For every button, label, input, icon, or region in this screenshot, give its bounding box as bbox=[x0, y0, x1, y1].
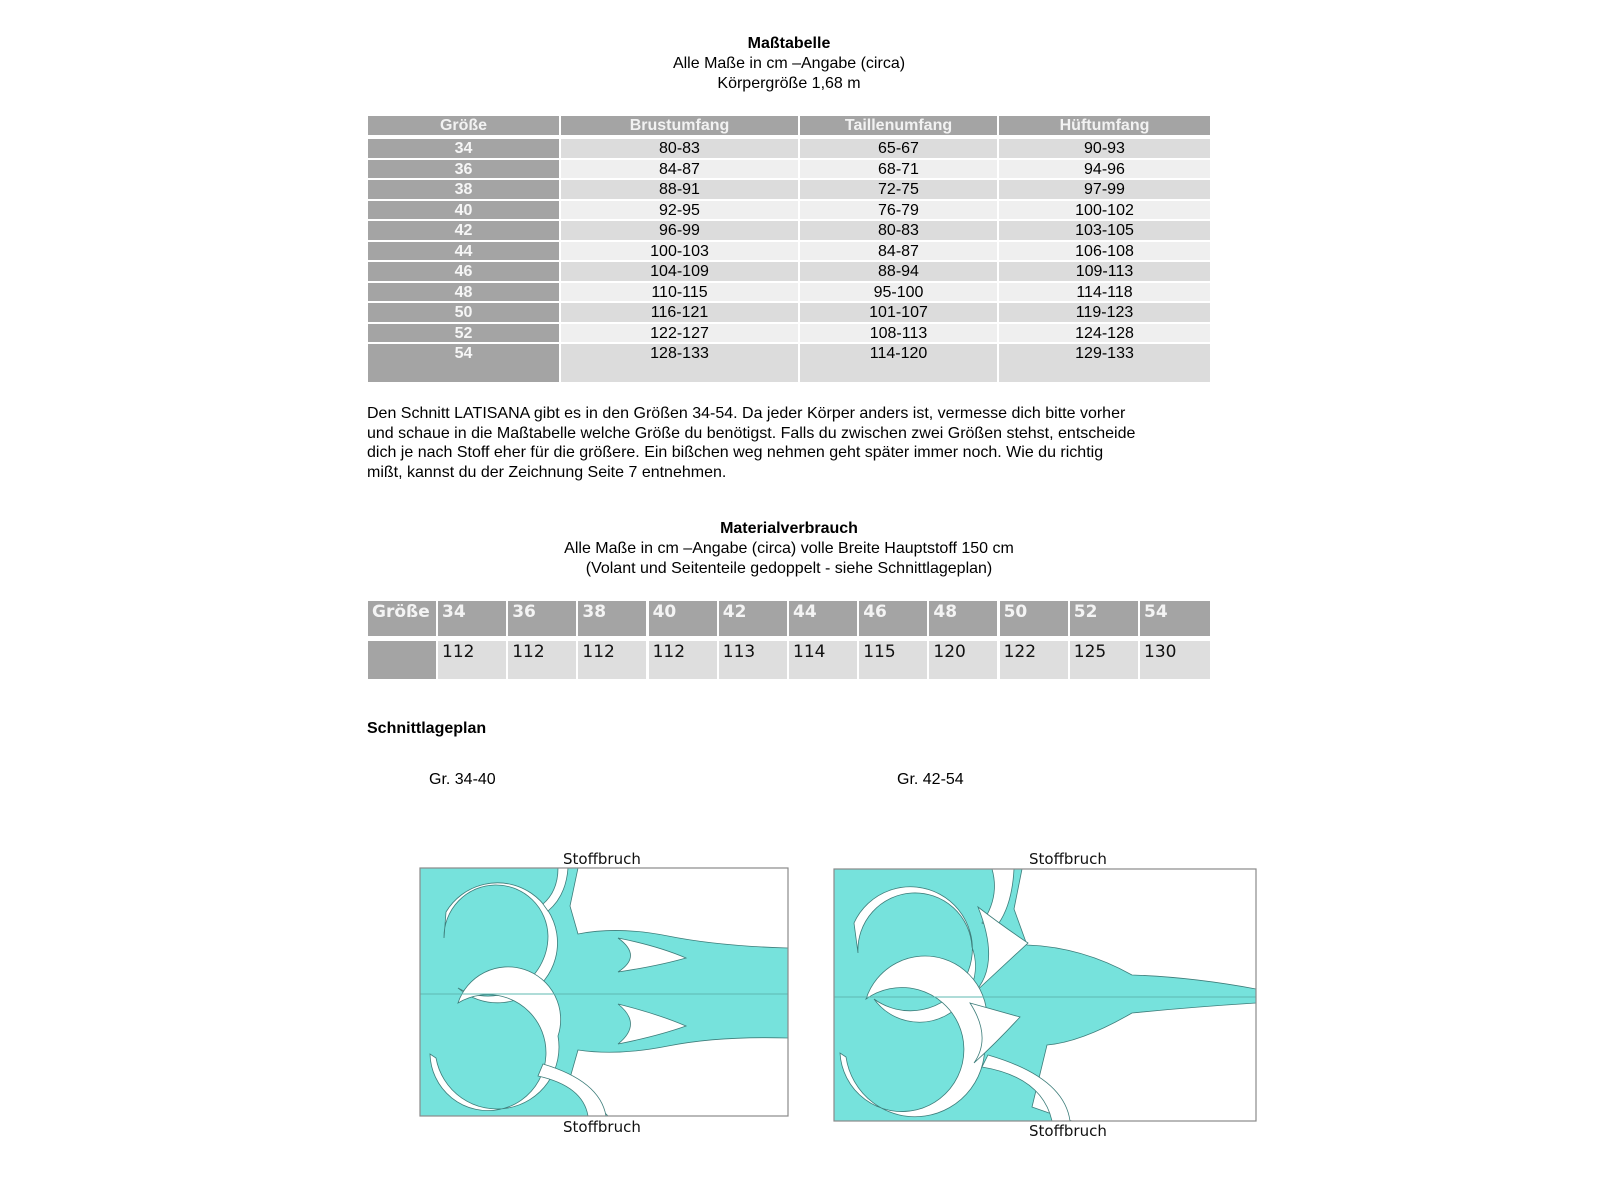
right-cutting-layout-diagram bbox=[832, 867, 1260, 1125]
brustumfang-cell: 100-103 bbox=[561, 242, 798, 261]
right-plan-size-label: Gr. 42-54 bbox=[897, 771, 964, 788]
header-hueftumfang: Hüftumfang bbox=[999, 116, 1210, 135]
material-size-header: 44 bbox=[789, 601, 857, 636]
layout-plan-title: Schnittlageplan bbox=[367, 720, 487, 737]
size-chart-subtitle: Alle Maße in cm –Angabe (circa) bbox=[672, 55, 906, 72]
size-chart-title: Maßtabelle bbox=[747, 35, 831, 52]
material-value-cell: 122 bbox=[1000, 641, 1068, 679]
material-subtitle: Alle Maße in cm –Angabe (circa) volle Breite Hauptstoff 150 cm bbox=[564, 540, 1014, 557]
intro-line: Den Schnitt LATISANA gibt es in den Größen 34-54. Da jeder Körper anders ist, vermesse dich bitte vorher bbox=[367, 405, 1126, 422]
size-cell: 48 bbox=[368, 283, 559, 302]
brustumfang-cell: 96-99 bbox=[561, 221, 798, 240]
brustumfang-cell: 116-121 bbox=[561, 303, 798, 322]
hueftumfang-cell: 106-108 bbox=[999, 242, 1210, 261]
size-cell: 36 bbox=[368, 160, 559, 179]
left-fold-top-label: Stoffbruch bbox=[563, 850, 641, 868]
size-cell: 52 bbox=[368, 324, 559, 343]
hueftumfang-cell: 129-133 bbox=[999, 344, 1210, 382]
material-value-cell: 112 bbox=[649, 641, 717, 679]
taillenumfang-cell: 80-83 bbox=[800, 221, 997, 240]
size-table-row bbox=[368, 139, 1210, 158]
material-value-cell: 113 bbox=[719, 641, 787, 679]
taillenumfang-cell: 65-67 bbox=[800, 139, 997, 158]
taillenumfang-cell: 68-71 bbox=[800, 160, 997, 179]
size-table-row bbox=[368, 180, 1210, 199]
material-size-header: 42 bbox=[719, 601, 787, 636]
left-plan-size-label: Gr. 34-40 bbox=[429, 771, 496, 788]
taillenumfang-cell: 76-79 bbox=[800, 201, 997, 220]
hueftumfang-cell: 124-128 bbox=[999, 324, 1210, 343]
taillenumfang-cell: 101-107 bbox=[800, 303, 997, 322]
hueftumfang-cell: 90-93 bbox=[999, 139, 1210, 158]
right-fold-top-label: Stoffbruch bbox=[1029, 850, 1107, 868]
size-table-row bbox=[368, 303, 1210, 322]
material-label-empty bbox=[368, 641, 436, 679]
taillenumfang-cell: 108-113 bbox=[800, 324, 997, 343]
material-size-header: 54 bbox=[1140, 601, 1210, 636]
material-label-header: Größe bbox=[368, 601, 436, 636]
material-value-cell: 112 bbox=[508, 641, 576, 679]
intro-line: und schaue in die Maßtabelle welche Größe du benötigst. Falls du zwischen zwei Größen stehst, entscheide bbox=[367, 424, 1136, 442]
intro-line: mißt, kannst du der Zeichnung Seite 7 entnehmen. bbox=[367, 463, 727, 481]
size-table-row bbox=[368, 262, 1210, 281]
left-fold-bottom-label: Stoffbruch bbox=[563, 1118, 641, 1136]
size-table-row bbox=[368, 160, 1210, 179]
material-size-header: 50 bbox=[1000, 601, 1068, 636]
hueftumfang-cell: 119-123 bbox=[999, 303, 1210, 322]
hueftumfang-cell: 97-99 bbox=[999, 180, 1210, 199]
taillenumfang-cell: 95-100 bbox=[800, 283, 997, 302]
size-table-row bbox=[368, 242, 1210, 261]
size-cell: 40 bbox=[368, 201, 559, 220]
material-value-cell: 125 bbox=[1070, 641, 1138, 679]
brustumfang-cell: 92-95 bbox=[561, 201, 798, 220]
size-cell: 44 bbox=[368, 242, 559, 261]
header-taillenumfang: Taillenumfang bbox=[800, 116, 997, 135]
material-value-cell: 120 bbox=[929, 641, 997, 679]
brustumfang-cell: 104-109 bbox=[561, 262, 798, 281]
size-cell: 38 bbox=[368, 180, 559, 199]
hueftumfang-cell: 114-118 bbox=[999, 283, 1210, 302]
brustumfang-cell: 122-127 bbox=[561, 324, 798, 343]
material-value-cell: 112 bbox=[438, 641, 506, 679]
intro-paragraph bbox=[367, 404, 1227, 482]
brustumfang-cell: 128-133 bbox=[561, 344, 798, 382]
material-size-header: 36 bbox=[508, 601, 576, 636]
hueftumfang-cell: 100-102 bbox=[999, 201, 1210, 220]
brustumfang-cell: 80-83 bbox=[561, 139, 798, 158]
material-value-cell: 112 bbox=[578, 641, 646, 679]
material-size-header: 46 bbox=[859, 601, 927, 636]
brustumfang-cell: 84-87 bbox=[561, 160, 798, 179]
size-table-row bbox=[368, 283, 1210, 302]
material-note: (Volant und Seitenteile gedoppelt - siehe Schnittlageplan) bbox=[585, 560, 993, 577]
hueftumfang-cell: 109-113 bbox=[999, 262, 1210, 281]
size-table-row bbox=[368, 324, 1210, 343]
material-title: Materialverbrauch bbox=[720, 520, 858, 537]
taillenumfang-cell: 88-94 bbox=[800, 262, 997, 281]
size-cell: 34 bbox=[368, 139, 559, 158]
material-value-cell: 115 bbox=[859, 641, 927, 679]
material-size-header: 40 bbox=[649, 601, 717, 636]
left-cutting-layout-diagram bbox=[418, 866, 792, 1120]
header-groesse: Größe bbox=[368, 116, 559, 135]
material-size-header: 34 bbox=[438, 601, 506, 636]
header-brustumfang: Brustumfang bbox=[561, 116, 798, 135]
right-fold-bottom-label: Stoffbruch bbox=[1029, 1122, 1107, 1140]
brustumfang-cell: 88-91 bbox=[561, 180, 798, 199]
hueftumfang-cell: 94-96 bbox=[999, 160, 1210, 179]
taillenumfang-cell: 84-87 bbox=[800, 242, 997, 261]
size-table-row bbox=[368, 221, 1210, 240]
size-cell: 46 bbox=[368, 262, 559, 281]
taillenumfang-cell: 114-120 bbox=[800, 344, 997, 382]
size-cell: 50 bbox=[368, 303, 559, 322]
intro-line: dich je nach Stoff eher für die größere. Ein bißchen weg nehmen geht später immer noch. Wie du richtig bbox=[367, 444, 1104, 461]
taillenumfang-cell: 72-75 bbox=[800, 180, 997, 199]
size-table-header bbox=[368, 116, 1210, 135]
brustumfang-cell: 110-115 bbox=[561, 283, 798, 302]
size-cell: 54 bbox=[368, 344, 559, 382]
material-table bbox=[368, 601, 1210, 679]
material-size-header: 52 bbox=[1070, 601, 1138, 636]
material-size-header: 38 bbox=[578, 601, 646, 636]
size-table-row bbox=[368, 344, 1210, 382]
material-value-cell: 130 bbox=[1140, 641, 1210, 679]
size-table-row bbox=[368, 201, 1210, 220]
size-cell: 42 bbox=[368, 221, 559, 240]
hueftumfang-cell: 103-105 bbox=[999, 221, 1210, 240]
material-size-header: 48 bbox=[929, 601, 997, 636]
body-height-note: Körpergröße 1,68 m bbox=[717, 75, 861, 92]
material-value-cell: 114 bbox=[789, 641, 857, 679]
